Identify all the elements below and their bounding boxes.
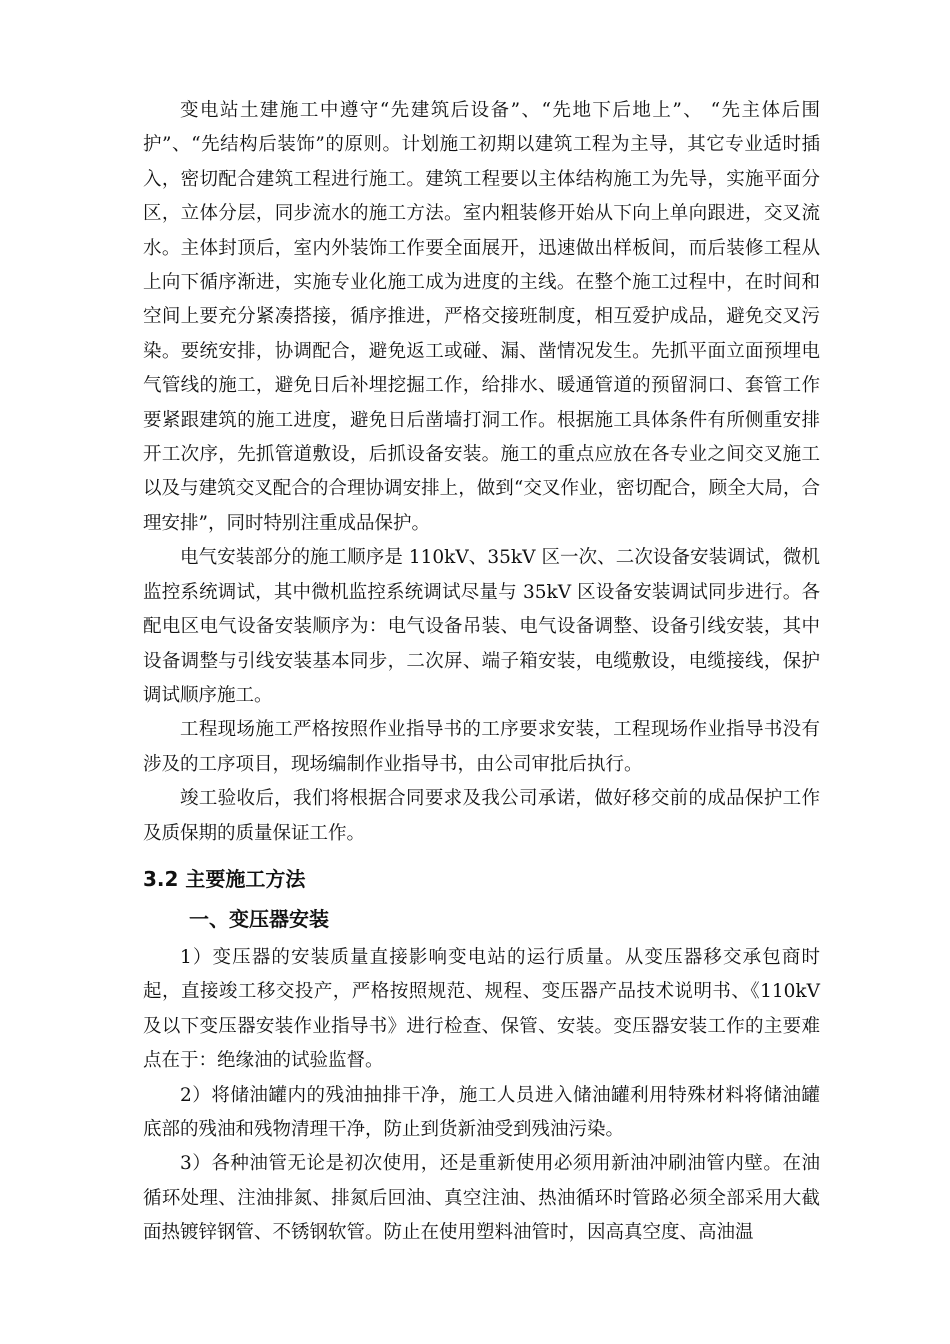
body-paragraph: 竣工验收后，我们将根据合同要求及我公司承诺，做好移交前的成品保护工作及质保期的质量保证工作。 [143,788,820,844]
body-paragraph: 3）各种油管无论是初次使用，还是重新使用必须用新油冲刷油管内壁。在油循环处理、注油排氮、排氮后回油、真空注油、热油循环时管路必须全部采用大截面热镀锌钢管、不锈钢软管。防止在使用塑料油管时，因高真空度、高油温 [143,1153,820,1244]
body-paragraph: 2）将储油罐内的残油抽排干净，施工人员进入储油罐利用特殊材料将储油罐底部的残油和残物清理干净，防止到货新油受到残油污染。 [143,1084,820,1140]
body-paragraph: 变电站土建施工中遵守“先建筑后设备”、“先地下后地上”、 “先主体后围护”、“先结构后装饰”的原则。计划施工初期以建筑工程为主导，其它专业适时插入，密切配合建筑工程进行施工。建筑工程要以主体结构施工为先导，实施平面分区，立体分层，同步流水的施工方法。室内粗装修开始从下向上单向跟进，交叉流水。主体封顶后，室内外装饰工作要全面展开，迅速做出样板间，而后装修工程从上向下循序渐进，实施专业化施工成为进度的主线。在整个施工过程中，在时间和空间上要充分紧凑搭接，循序推进，严格交接班制度，相互爱护成品，避免交叉污染。要统安排，协调配合，避免返工或碰、漏、凿情况发生。先抓平面立面预埋电气管线的施工，避免日后补埋挖掘工作，给排水、暖通管道的预留洞口、套管工作要紧跟建筑的施工进度，避免日后凿墙打洞工作。根据施工具体条件有所侧重安排开工次序，先抓管道敷设，后抓设备安装。施工的重点应放在各专业之间交叉施工以及与建筑交叉配合的合理协调安排上，做到“交叉作业，密切配合，顾全大局，合理安排”，同时特别注重成品保护。 [143,100,820,534]
body-paragraph: 1）变压器的安装质量直接影响变电站的运行质量。从变压器移交承包商时起，直接竣工移交投产，严格按照规范、规程、变压器产品技术说明书、《110kV 及以下变压器安装作业指导书》进行检查、保管、安装。变压器安装工作的主要难点在于：绝缘油的试验监督。 [143,946,820,1072]
document-page [143,94,820,1251]
subsection-heading: 一、变压器安装 [189,906,329,931]
body-paragraph: 电气安装部分的施工顺序是 110kV、35kV 区一次、二次设备安装调试，微机监控系统调试，其中微机监控系统调试尽量与 35kV 区设备安装调试同步进行。各配电区电气设备安装顺序为：电气设备吊装、电气设备调整、设备引线安装，其中设备调整与引线安装基本同步，二次屏、端子箱安装，电缆敷设，电缆接线，保护调试顺序施工。 [143,547,820,706]
body-paragraph: 工程现场施工严格按照作业指导书的工序要求安装，工程现场作业指导书没有涉及的工序项目，现场编制作业指导书，由公司审批后执行。 [143,719,820,775]
section-heading: 3.2 主要施工方法 [143,866,306,891]
